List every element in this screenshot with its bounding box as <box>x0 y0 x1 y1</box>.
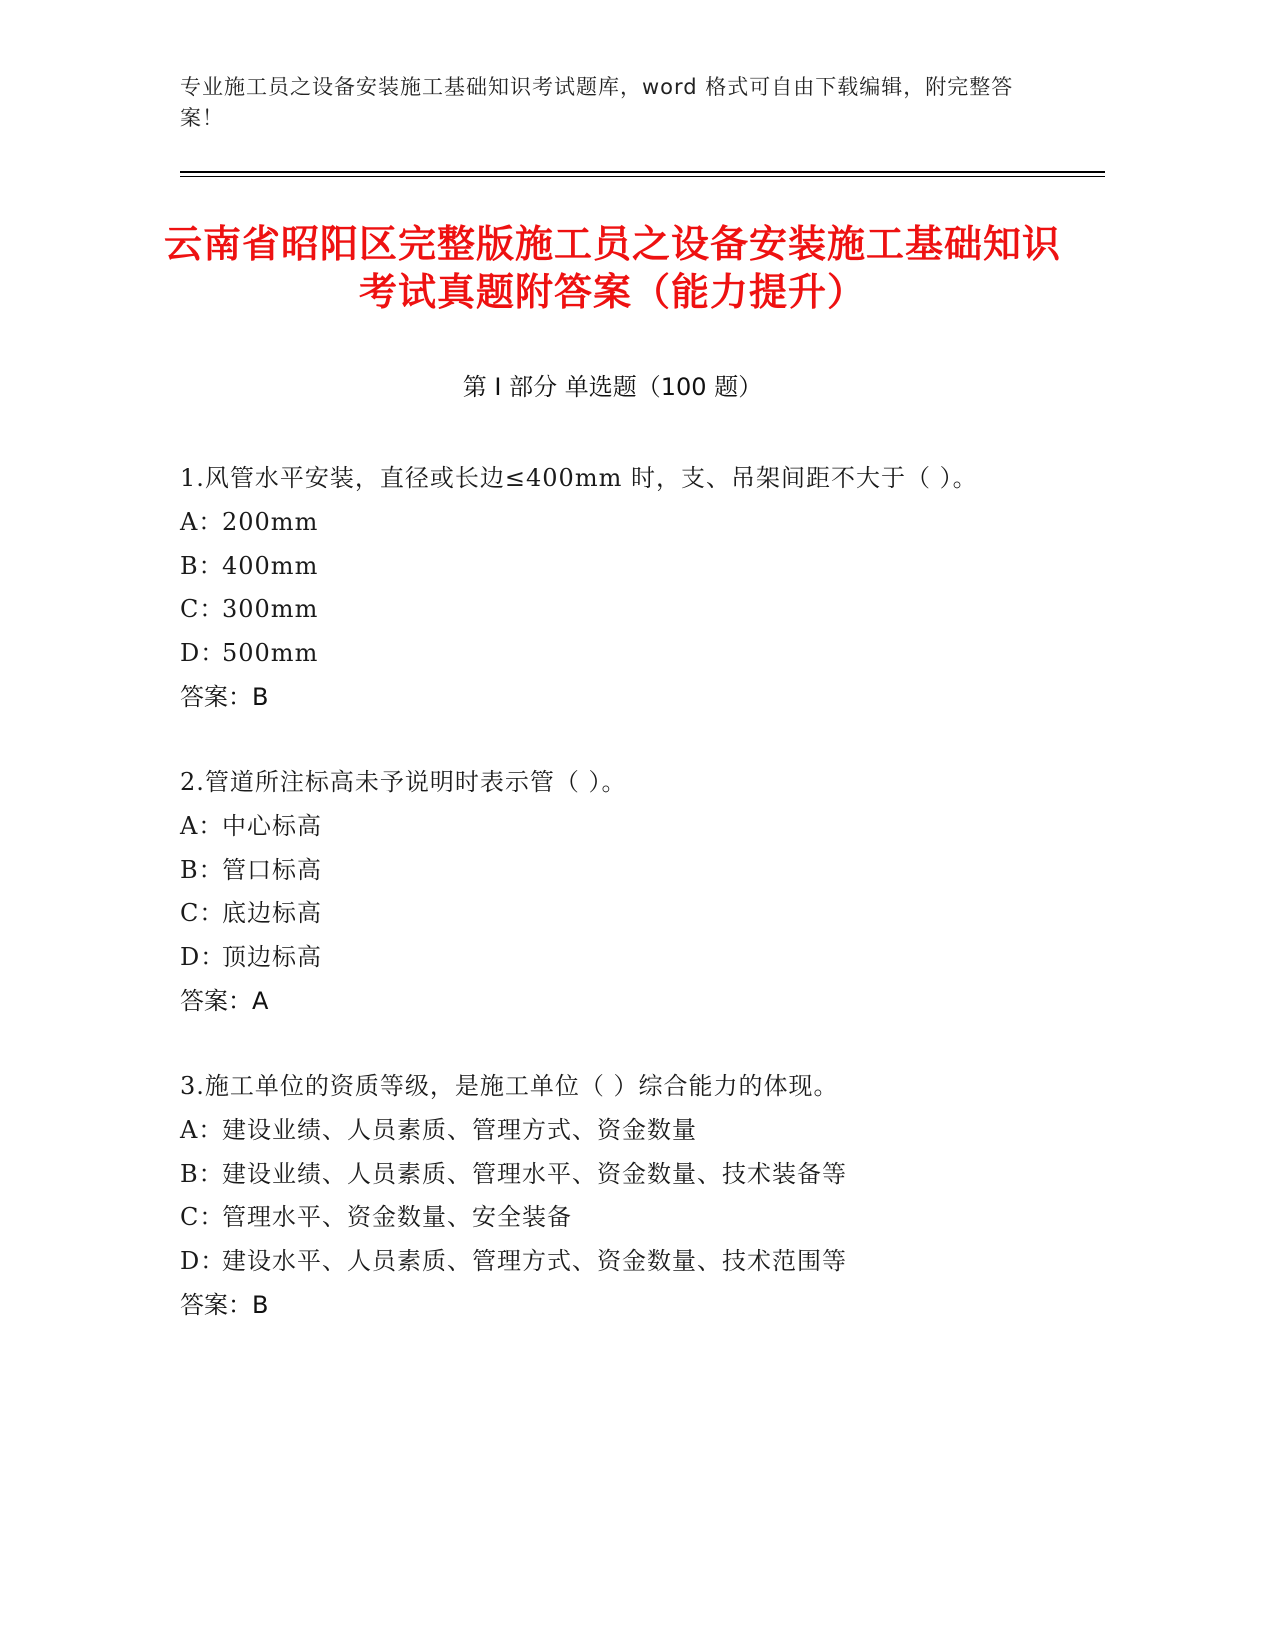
option-c <box>180 588 1040 632</box>
header-rule-thin <box>180 176 1105 177</box>
option-letter: A： <box>180 812 224 840</box>
option-d <box>180 632 1040 676</box>
header-rule-thick <box>180 171 1105 173</box>
question-list <box>180 455 1040 1367</box>
option-a <box>180 805 1040 849</box>
option-text: 底边标高 <box>222 899 322 927</box>
question-stem: 1.风管水平安装，直径或长边≤400mm 时，支、吊架间距不大于（ ）。 <box>180 464 978 492</box>
section-title: 第 I 部分 单选题（100 题） <box>462 373 763 401</box>
option-text: 建设业绩、人员素质、管理方式、资金数量 <box>222 1116 697 1144</box>
question-stem: 3.施工单位的资质等级，是施工单位（ ）综合能力的体现。 <box>180 1072 839 1100</box>
option-b <box>180 1153 1040 1197</box>
option-letter: D： <box>180 638 226 667</box>
question-3 <box>180 1063 1040 1327</box>
option-letter: A： <box>180 508 224 536</box>
option-letter: D： <box>180 1246 226 1275</box>
question-1 <box>180 455 1040 719</box>
option-text: 建设水平、人员素质、管理方式、资金数量、技术范围等 <box>222 1246 847 1275</box>
option-a <box>180 501 1040 545</box>
option-text: 建设业绩、人员素质、管理水平、资金数量、技术装备等 <box>222 1159 847 1188</box>
option-c <box>180 1196 1040 1240</box>
option-text: 顶边标高 <box>222 942 322 971</box>
answer-line: 答案：A <box>180 987 269 1015</box>
option-a <box>180 1109 1040 1153</box>
answer-line: 答案：B <box>180 1291 269 1319</box>
question-stem: 2.管道所注标高未予说明时表示管（ ）。 <box>180 768 627 796</box>
answer-line: 答案：B <box>180 683 269 711</box>
option-letter: C： <box>180 595 225 623</box>
option-text: 200mm <box>222 508 319 536</box>
option-b <box>180 545 1040 589</box>
option-text: 管口标高 <box>222 855 322 884</box>
option-text: 500mm <box>222 638 319 667</box>
option-c <box>180 892 1040 936</box>
option-letter: A： <box>180 1116 224 1144</box>
header-note: 专业施工员之设备安装施工基础知识考试题库，word 格式可自由下载编辑，附完整答案！ <box>180 75 1014 130</box>
option-letter: B： <box>180 551 224 580</box>
option-letter: B： <box>180 1159 224 1188</box>
option-letter: C： <box>180 899 225 927</box>
option-d <box>180 936 1040 980</box>
question-2 <box>180 759 1040 1023</box>
option-text: 400mm <box>222 551 319 580</box>
option-text: 300mm <box>222 595 319 623</box>
document-title: 云南省昭阳区完整版施工员之设备安装施工基础知识考试真题附答案（能力提升） <box>163 222 1061 314</box>
option-d <box>180 1240 1040 1284</box>
option-text: 中心标高 <box>222 812 322 840</box>
option-b <box>180 849 1040 893</box>
option-letter: D： <box>180 942 226 971</box>
option-text: 管理水平、资金数量、安全装备 <box>222 1203 572 1231</box>
option-letter: B： <box>180 855 224 884</box>
option-letter: C： <box>180 1203 225 1231</box>
